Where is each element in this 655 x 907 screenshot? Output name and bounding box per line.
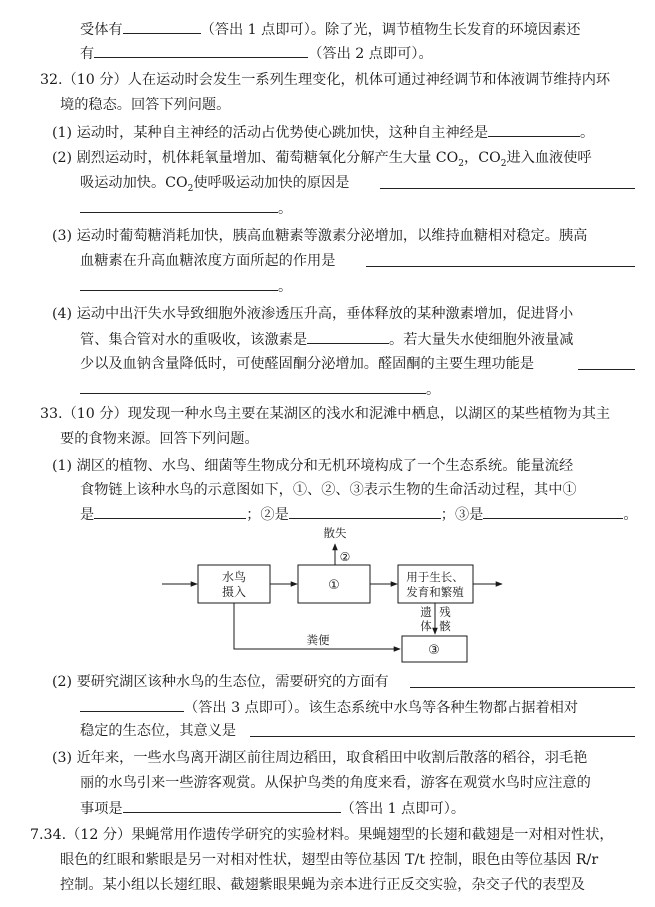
answer-blank[interactable] — [123, 19, 201, 34]
process-3-label: ③ — [428, 643, 440, 658]
q34-stem-cont: 眼色的红眼和紫眼是另一对相对性状，翅型由等位基因 T/t 控制，眼色由等位基因 R/r — [60, 852, 599, 868]
q32-part-4-cont2: 少以及血钠含量降低时，可使醛固酮分泌增加。醛固酮的主要生理功能是 — [80, 356, 535, 372]
growth-label-2: 发育和繁殖 — [406, 585, 464, 599]
answer-blank[interactable] — [488, 122, 580, 137]
answer-blank[interactable] — [366, 266, 635, 267]
q34-stem: 7.34.（12 分）果蝇常用作遗传学研究的实验材料。果蝇翅型的长翅和截翅是一对相对性状， — [30, 827, 614, 843]
answer-blank[interactable] — [410, 687, 635, 688]
energy-flow-diagram — [150, 524, 510, 670]
period: 。 — [278, 201, 293, 217]
period: 。 — [426, 382, 441, 398]
q33-part-2-cont: （答出 3 点即可）。该生态系统中水鸟等各种生物都占据着相对 — [80, 697, 578, 718]
answer-blank-1[interactable] — [94, 504, 246, 519]
remains-label-1: 遗 — [420, 605, 432, 619]
answer-blank[interactable] — [380, 188, 635, 189]
q34-stem-cont2: 控制。某小组以长翅红眼、截翅紫眼果蝇为亲本进行正反交实验，杂交子代的表型及 — [60, 877, 585, 893]
q32-part-4: (4) 运动中出汗失水导致细胞外液渗透压升高，垂体释放的某种激素增加，促进肾小 — [52, 306, 574, 322]
answer-blank[interactable] — [80, 290, 278, 291]
answer-blank[interactable] — [123, 798, 341, 813]
q33-stem: 33.（10 分）现发现一种水鸟主要在某湖区的浅水和泥滩中栖息，以湖区的某些植物为其主 — [40, 406, 611, 422]
loss-label: 散失 — [323, 526, 347, 540]
answer-blank-2[interactable] — [289, 504, 441, 519]
q31-line-1: 受体有 （答出 1 点即可）。除了光，调节植物生长发育的环境因素还 — [80, 19, 580, 40]
q33-part-3-cont: 丽的水鸟引来一些游客观赏。从保护鸟类的角度来看，游客在观赏水鸟时应注意的 — [80, 775, 591, 791]
q33-part-3-cont2: 事项是 （答出 1 点即可）。 — [80, 798, 465, 819]
answer-blank[interactable] — [94, 43, 308, 58]
q32-part-4-cont: 管、集合管对水的重吸收，该激素是 。若大量失水使细胞外液量减 — [80, 329, 573, 350]
answer-blank[interactable] — [80, 393, 426, 394]
process-2-label: ② — [339, 550, 351, 564]
residue-label-2: 骸 — [439, 619, 451, 633]
answer-blank[interactable] — [250, 736, 635, 737]
q32-part-2-cont: 吸运动加快。$CO_2$使呼吸运动加快的原因是 — [80, 175, 350, 194]
q32-part-2: (2) 剧烈运动时，机体耗氧量增加、葡萄糖氧化分解产生大量 $CO_2$，$CO_2$进入血液使呼 — [52, 150, 592, 169]
q32-part-3: (3) 运动时葡萄糖消耗加快，胰高血糖素等激素分泌增加，以维持血糖相对稳定。胰高 — [52, 228, 588, 244]
q32-part-1: (1) 运动时，某种自主神经的活动占优势使心跳加快，这种自主神经是 。 — [52, 122, 594, 143]
answer-blank[interactable] — [307, 329, 389, 344]
intake-label-2: 摄入 — [221, 585, 247, 599]
q31-line-2: 有 （答出 2 点即可）。 — [80, 43, 433, 64]
q32-stem: 32.（10 分）人在运动时会发生一系列生理变化，机体可通过神经调节和体液调节维持内环 — [40, 72, 611, 88]
answer-blank[interactable] — [80, 212, 278, 213]
q33-part-2: (2) 要研究湖区该种水鸟的生态位，需要研究的方面有 — [52, 674, 389, 690]
residue-label-1: 残 — [439, 605, 451, 619]
growth-label-1: 用于生长、 — [406, 570, 464, 584]
answer-blank[interactable] — [578, 369, 635, 370]
process-1-label: ① — [328, 578, 340, 593]
q32-part-3-cont: 血糖素在升高血糖浓度方面所起的作用是 — [80, 253, 336, 269]
answer-blank-3[interactable] — [483, 504, 623, 519]
intake-label-1: 水鸟 — [221, 570, 247, 584]
answer-blank[interactable] — [80, 697, 184, 712]
period: 。 — [278, 279, 293, 295]
q33-part-1-cont: 食物链上该种水鸟的示意图如下，①、②、③表示生物的生命活动过程，其中① — [80, 482, 577, 498]
q33-part-3: (3) 近年来，一些水鸟离开湖区前往周边稻田，取食稻田中收割后散落的稻谷，羽毛艳 — [52, 750, 588, 766]
feces-label: 粪便 — [306, 633, 330, 647]
remains-label-2: 体 — [420, 619, 432, 633]
q33-part-1-blanks: 是 ；②是 ；③是 。 — [80, 504, 638, 525]
q33-stem-cont: 要的食物来源。回答下列问题。 — [60, 431, 259, 447]
q33-part-2-cont2: 稳定的生态位，其意义是 — [80, 723, 237, 739]
q32-stem-cont: 境的稳态。回答下列问题。 — [60, 97, 231, 113]
q33-part-1: (1) 湖区的植物、水鸟、细菌等生物成分和无机环境构成了一个生态系统。能量流经 — [52, 458, 574, 474]
